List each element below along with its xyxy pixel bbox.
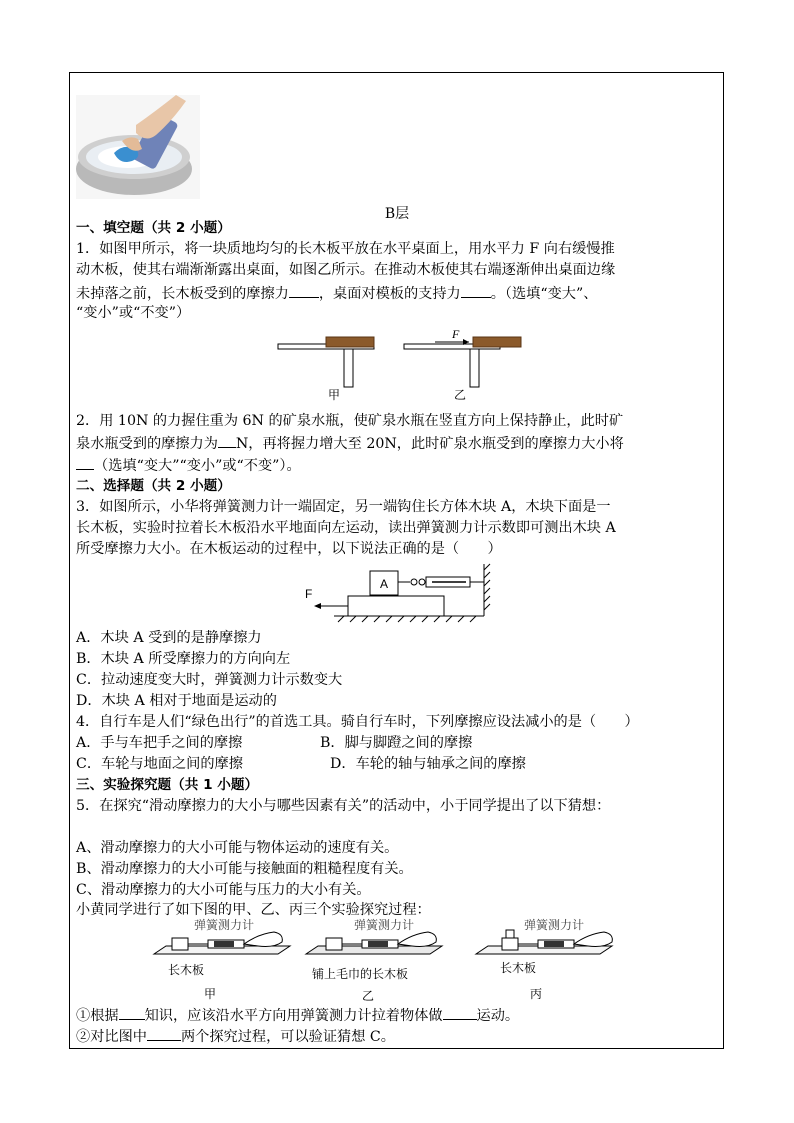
figure-caption-bing: 丙	[530, 987, 543, 1001]
answer-blank[interactable]	[218, 432, 236, 448]
q3-option-a: A．木块 A 受到的是静摩擦力	[76, 630, 262, 646]
q5-sub2-part-a: ②对比图中	[76, 1029, 147, 1045]
q2-line3-text: （选填“变大”“变小”或“不变”）。	[94, 458, 301, 474]
q5-guess-a: A、滑动摩擦力的大小可能与物体运动的速度有关。	[76, 840, 399, 856]
q4-option-d: D．车轮的轴与轴承之间的摩擦	[330, 756, 526, 772]
section-heading-fill-in: 一、填空题（共 2 小题）	[76, 220, 231, 236]
q5-figure	[150, 916, 650, 1004]
q1-line3-part-c: 。（选填“变大”、	[490, 286, 598, 302]
washboard-photo	[76, 95, 200, 199]
q5-sub1-part-a: ①根据	[76, 1008, 119, 1024]
q3-figure	[298, 562, 498, 626]
q5-sub1-part-c: 运动。	[476, 1008, 520, 1024]
spring-meter-label: 弹簧测力计	[524, 918, 585, 932]
q1-line1: 1．如图甲所示，将一块质地均匀的长木板平放在水平桌面上，用水平力 F 向右缓慢推	[76, 241, 615, 257]
q1-line2: 动木板，使其右端渐渐露出桌面，如图乙所示。在推动木板使其右端逐渐伸出桌面边缘	[76, 262, 616, 278]
q5-sub2-part-b: 两个探究过程，可以验证猜想 C。	[180, 1029, 395, 1045]
q5-sub1	[76, 1004, 519, 1027]
section-heading-choice: 二、选择题（共 2 小题）	[76, 478, 231, 494]
answer-blank[interactable]	[289, 282, 319, 298]
q4-option-c: C．车轮与地面之间的摩擦	[76, 756, 243, 772]
answer-blank[interactable]	[461, 282, 491, 298]
q1-figure	[270, 322, 530, 402]
q3-line2: 长木板，实验时拉着长木板沿水平地面向左运动，读出弹簧测力计示数即可测出木块 A	[76, 520, 616, 536]
figure-caption-yi: 乙	[362, 989, 375, 1003]
board-label-3: 长木板	[500, 961, 537, 975]
q5-sub1-part-b: 知识，应该沿水平方向用弹簧测力计拉着物体做	[144, 1008, 443, 1024]
answer-blank[interactable]	[443, 1004, 477, 1020]
q5-guess-b: B、滑动摩擦力的大小可能与接触面的粗糙程度有关。	[76, 861, 413, 877]
q3-option-b: B．木块 A 所受摩擦力的方向向左	[76, 651, 291, 667]
q3-line3: 所受摩擦力大小。在木板运动的过程中，以下说法正确的是（ ）	[76, 541, 502, 557]
q1-line3	[76, 282, 597, 305]
q5-intro: 小黄同学进行了如下图的甲、乙、丙三个实验探究过程：	[76, 902, 431, 918]
q1-line3-part-a: 未掉落之前，长木板受到的摩擦力	[76, 286, 289, 302]
q1-line3-part-b: ，桌面对模板的支持力	[318, 286, 461, 302]
block-a-label: A	[380, 577, 389, 591]
spring-meter-label: 弹簧测力计	[354, 918, 415, 932]
q2-line3	[76, 454, 301, 477]
wood-board	[473, 337, 521, 347]
figure-label-jia: 甲	[328, 388, 341, 402]
spring-meter-label: 弹簧测力计	[194, 918, 255, 932]
force-label: F	[305, 587, 313, 601]
q3-option-c: C．拉动速度变大时，弹簧测力计示数变大	[76, 672, 343, 688]
answer-blank[interactable]	[147, 1025, 181, 1041]
q2-line2-part-a: 泉水瓶受到的摩擦力为	[76, 436, 218, 452]
board-label-2: 铺上毛巾的长木板	[312, 967, 409, 981]
section-heading-experiment: 三、实验探究题（共 1 小题）	[76, 777, 259, 793]
q5-guess-c: C、滑动摩擦力的大小可能与压力的大小有关。	[76, 882, 371, 898]
q5-line1: 5．在探究“滑动摩擦力的大小与哪些因素有关”的活动中，小于同学提出了以下猜想：	[76, 798, 611, 814]
force-label: F	[452, 327, 460, 341]
q3-line1: 3．如图所示，小华将弹簧测力计一端固定，另一端钩住长方体木块 A，木块下面是一	[76, 499, 611, 515]
wood-board	[326, 337, 374, 347]
q2-line2-part-b: N，再将握力增大至 20N，此时矿泉水瓶受到的摩擦力大小将	[235, 436, 624, 452]
q3-option-d: D．木块 A 相对于地面是运动的	[76, 693, 277, 709]
q1-line4: “变小”或“不变”）	[76, 305, 191, 321]
layer-title: B层	[384, 206, 410, 222]
q2-line2	[76, 432, 624, 455]
answer-blank[interactable]	[76, 454, 94, 470]
q5-sub2	[76, 1025, 395, 1048]
figure-caption-jia: 甲	[204, 987, 217, 1001]
q4-option-a: A．手与车把手之间的摩擦	[76, 735, 243, 751]
q4-option-b: B．脚与脚蹬之间的摩擦	[320, 735, 473, 751]
answer-blank[interactable]	[119, 1004, 145, 1020]
q4-line1: 4．自行车是人们“绿色出行”的首选工具。骑自行车时，下列摩擦应设法减小的是（ ）	[76, 714, 639, 730]
board-label-1: 长木板	[168, 963, 205, 977]
figure-label-yi: 乙	[454, 388, 467, 402]
q2-line1: 2．用 10N 的力握住重为 6N 的矿泉水瓶，使矿泉水瓶在竖直方向上保持静止，此时矿	[76, 413, 624, 429]
